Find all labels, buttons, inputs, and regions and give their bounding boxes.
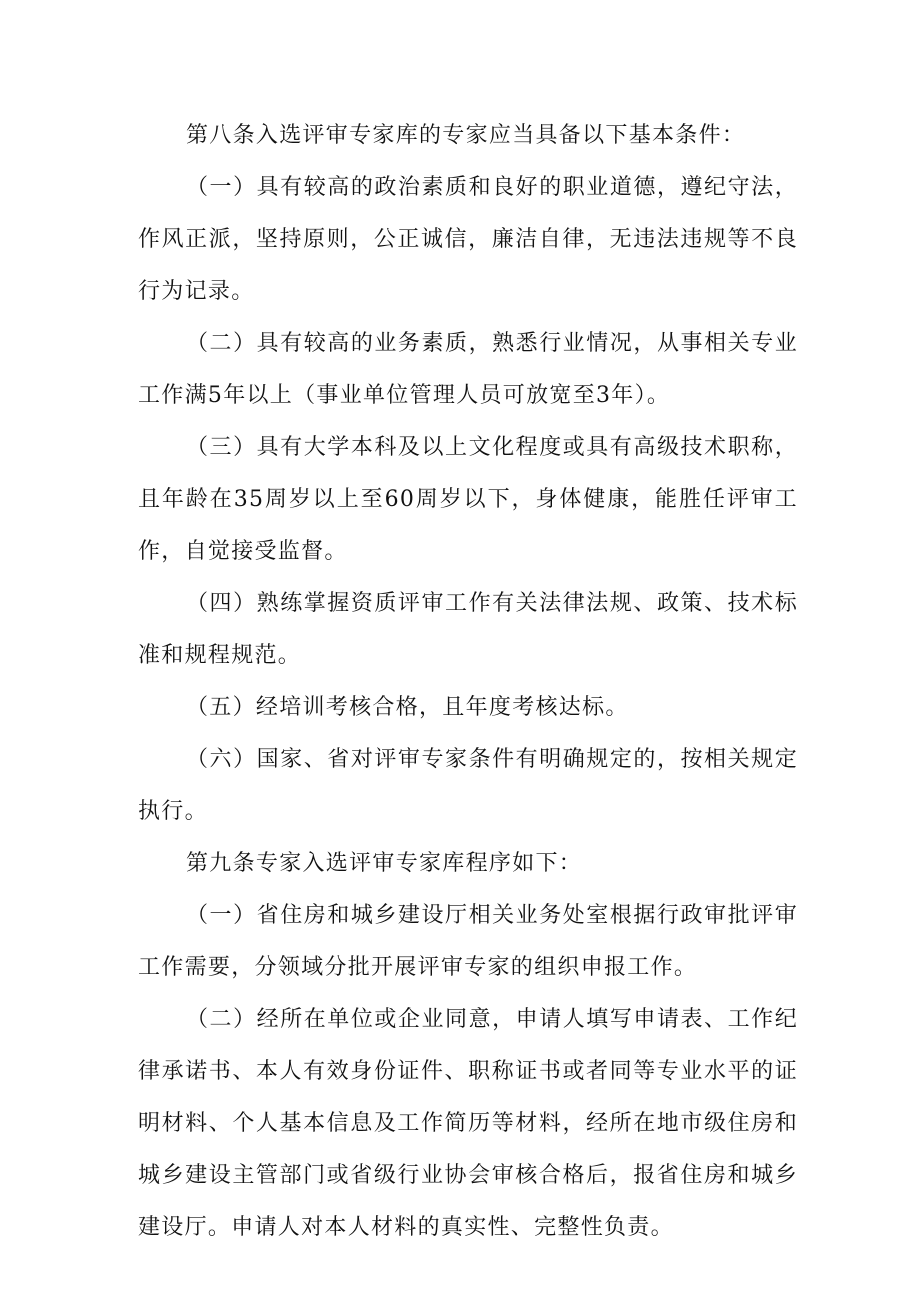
article-8-item-1: （一）具有较高的政治素质和良好的职业道德，遵纪守法，作风正派，坚持原则，公正诚信，廉洁自律，无违法违规等不良行为记录。: [138, 175, 798, 304]
article-8-item-4: （四）熟练掌握资质评审工作有关法律法规、政策、技术标准和规程规范。: [138, 591, 798, 668]
document-body: [138, 110, 798, 1254]
article-8-item-2: （二）具有较高的业务素质，熟悉行业情况，从事相关专业工作满5年以上（事业单位管理人员可放宽至3年）。: [138, 331, 798, 408]
article-9-heading: 第九条专家入选评审专家库程序如下：: [186, 851, 583, 876]
article-9-item-1: （一）省住房和城乡建设厅相关业务处室根据行政审批评审工作需要，分领域分批开展评审专家的组织申报工作。: [138, 903, 798, 980]
article-9-item-2: （二）经所在单位或企业同意，申请人填写申请表、工作纪律承诺书、本人有效身份证件、职称证书或者同等专业水平的证明材料、个人基本信息及工作简历等材料，经所在地市级住房和城乡建设主管部门或省级行业协会审核合格后，报省住房和城乡建设厅。申请人对本人材料的真实性、完整性负责。: [138, 1007, 798, 1240]
article-8-item-6: （六）国家、省对评审专家条件有明确规定的，按相关规定执行。: [138, 747, 798, 824]
article-8-item-5: （五）经培训考核合格，且年度考核达标。: [186, 695, 629, 720]
article-8-heading: 第八条入选评审专家库的专家应当具备以下基本条件：: [186, 123, 746, 148]
article-8-item-3: （三）具有大学本科及以上文化程度或具有高级技术职称，且年龄在35周岁以上至60周岁以下，身体健康，能胜任评审工作，自觉接受监督。: [138, 435, 798, 564]
